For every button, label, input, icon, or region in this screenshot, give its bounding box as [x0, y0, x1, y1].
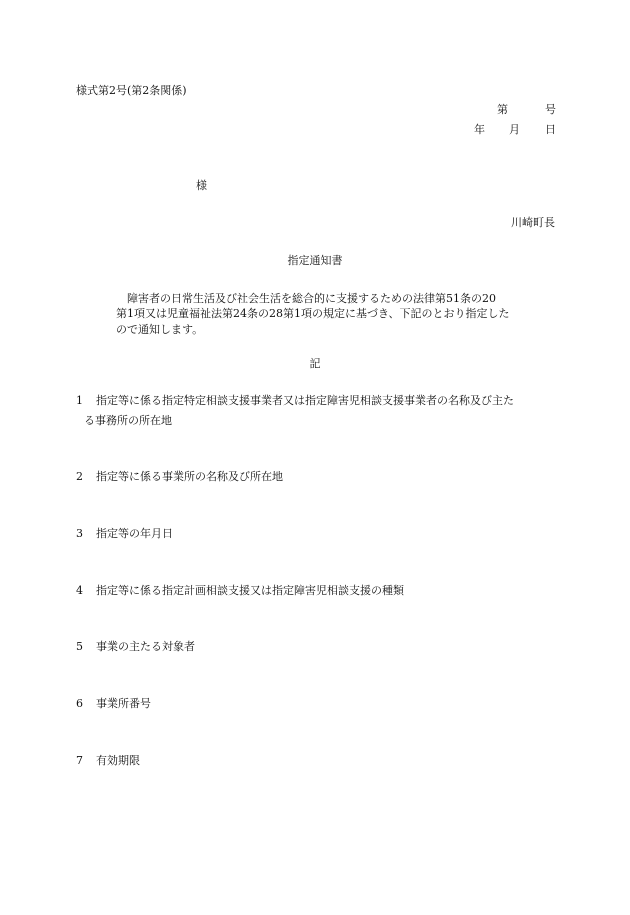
- list-item: [76, 641, 195, 652]
- item-number: 5: [76, 640, 83, 653]
- item-text: 指定等に係る指定計画相談支援又は指定障害児相談支援の種類: [96, 584, 404, 597]
- addressee-suffix: 様: [196, 179, 207, 192]
- list-item: [76, 698, 151, 709]
- item-text: 事業の主たる対象者: [96, 640, 195, 653]
- item-number: 7: [76, 754, 83, 767]
- item-text-continuation: る事務所の所在地: [84, 414, 172, 427]
- item-text: 事業所番号: [96, 697, 151, 710]
- item-number: 6: [76, 697, 83, 710]
- item-text: 指定等に係る指定特定相談支援事業者又は指定障害児相談支援事業者の名称及び主た: [96, 394, 514, 407]
- body-line: 第1項又は児童福祉法第24条の28第1項の規定に基づき、下記のとおり指定した: [116, 307, 510, 320]
- item-number: 1: [76, 394, 83, 407]
- document-number-prefix: 第: [497, 103, 508, 116]
- item-text: 指定等に係る事業所の名称及び所在地: [96, 470, 283, 483]
- list-item: [76, 755, 140, 766]
- form-code: 様式第2号(第2条関係): [76, 84, 187, 97]
- item-number: 2: [76, 470, 83, 483]
- date-month-label: 月: [509, 123, 520, 136]
- date-day-label: 日: [545, 123, 556, 136]
- list-item: [76, 471, 283, 482]
- body-line: ので通知します。: [116, 323, 204, 336]
- issuer-name: 川崎町長: [511, 216, 555, 229]
- list-item: [76, 585, 404, 596]
- date-year-label: 年: [474, 123, 485, 136]
- document-title: 指定通知書: [287, 254, 343, 267]
- item-text: 指定等の年月日: [96, 527, 173, 540]
- item-number: 3: [76, 527, 83, 540]
- body-line: 障害者の日常生活及び社会生活を総合的に支援するための法律第51条の20: [127, 292, 496, 305]
- list-item: [76, 528, 173, 539]
- list-item: [76, 395, 514, 406]
- item-text: 有効期限: [96, 754, 140, 767]
- ki-heading: 記: [309, 357, 321, 370]
- item-number: 4: [76, 584, 83, 597]
- document-number-suffix: 号: [545, 103, 556, 116]
